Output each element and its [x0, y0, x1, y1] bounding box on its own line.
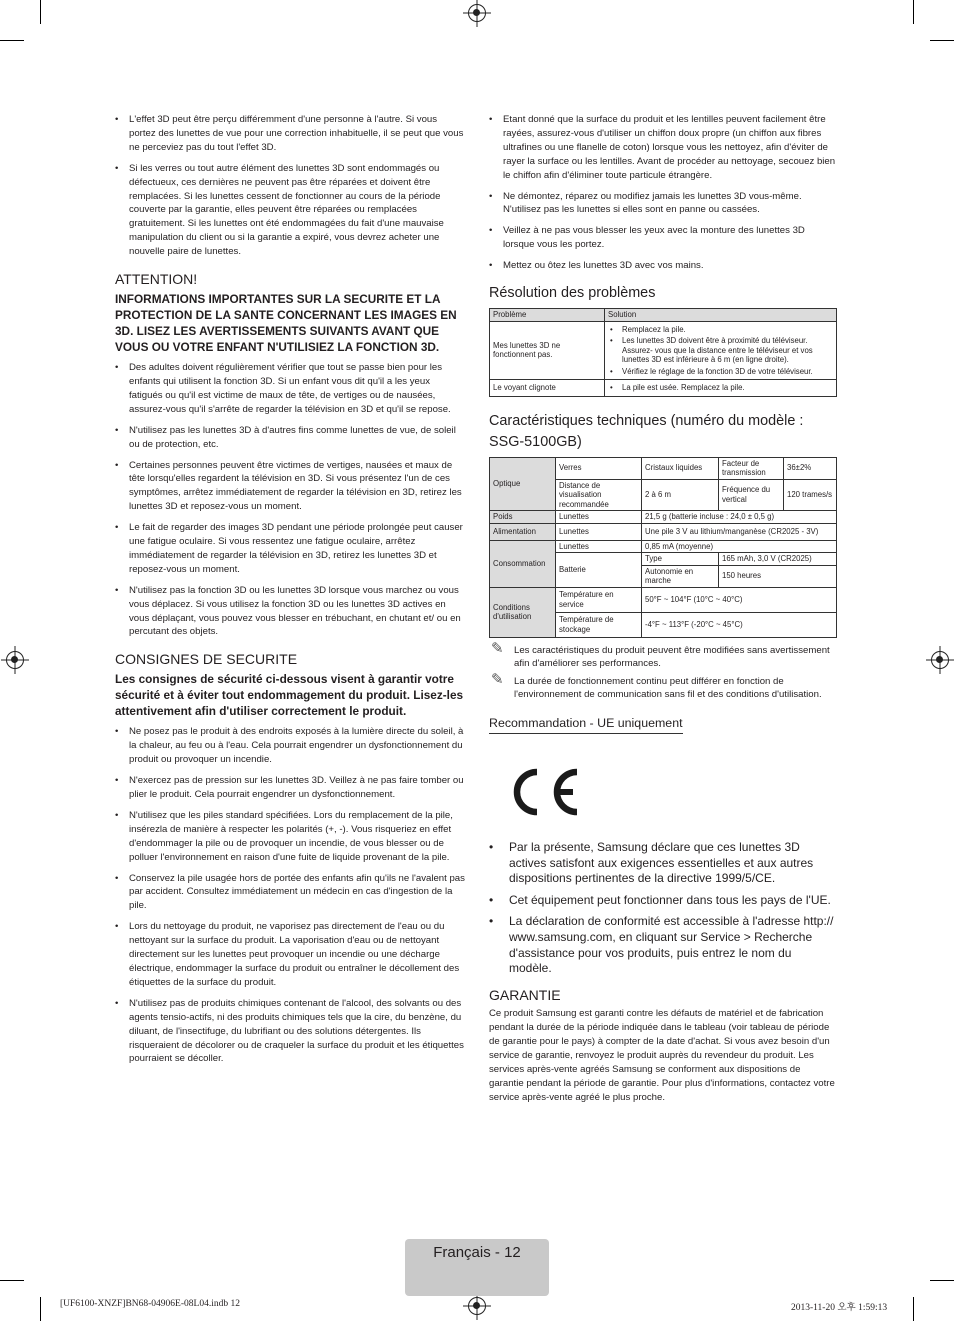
table-cell — [605, 321, 837, 380]
page-label: Français - 12 — [433, 1244, 521, 1261]
list-item: • N'utilisez que les piles standard spécifiées. Lors du remplacement de la pile, insérezla de manière à respecter les polarités (+, -). Vous risqueriez en effet d'endommager la pile ou de provoquer un incendie, de vous blesser ou de polluer l'environnement en raison d'une fuite de liquide provenant de la pile. — [115, 809, 465, 865]
consignes-subheading: Les consignes de sécurité ci-dessous visent à garantir votre sécurité et à éviter tout endommagement du produit. Lisez-les attentivement afin d'utiliser correctement le produit. — [115, 672, 464, 719]
table-cell: 120 trames/s — [784, 479, 837, 511]
table-row — [490, 380, 837, 397]
intro-bullets — [115, 113, 465, 259]
table-cell: Verres — [556, 457, 642, 479]
list-item: • Remplacez la pile. — [608, 325, 833, 335]
table-cell: Le voyant clignote — [490, 380, 605, 397]
table-cell: Fréquence du vertical — [719, 479, 784, 511]
crop-mark — [913, 0, 914, 24]
table-cell: Alimentation — [490, 523, 556, 540]
ce-mark-logo — [505, 766, 837, 826]
page-number-tab — [405, 1239, 549, 1296]
table-cell: Poids — [490, 511, 556, 524]
table-cell: 36±2% — [784, 457, 837, 479]
table-cell: 0,85 mA (moyenne) — [642, 540, 837, 553]
table-row — [490, 457, 837, 479]
list-item: • N'utilisez pas de produits chimiques contenant de l'alcool, des solvants ou des agents tensio-actifs, ni des produits chimiques tels que la cire, du benzène, du diluant, de l'insectifuge, du lubrifiant ou des solutions détergentes. Ils risqueraient de décolorer ou de craqueler la surface du produit et les étiquettes pourraient se décoller. — [115, 997, 465, 1067]
list-item: • Vérifiez le réglage de la fonction 3D de votre téléviseur. — [608, 367, 833, 377]
list-item: • N'utilisez pas la fonction 3D ou les lunettes 3D lorsque vous marchez ou vous vous déplacez. Si vous utilisez la fonction 3D ou les lunettes 3D actives en vous déplaçant, vous pouvez vous blesser en trébuchant, en chutant et/ ou en percutant des objets. — [115, 584, 465, 640]
list-item: • La pile est usée. Remplacez la pile. — [608, 383, 833, 393]
table-row — [490, 540, 837, 553]
table-cell: 21,5 g (batterie incluse : 24,0 ± 0,5 g) — [642, 511, 837, 524]
list-item: • Ne démontez, réparez ou modifiez jamais les lunettes 3D vous-même. N'utilisez pas les lunettes si elles sont en panne ou cassées. — [489, 190, 837, 218]
consignes-heading: CONSIGNES DE SECURITE — [115, 651, 298, 668]
table-cell: Température de stockage — [556, 612, 642, 637]
table-cell: 50°F ~ 104°F (10°C ~ 40°C) — [642, 587, 837, 612]
table-row — [490, 587, 837, 612]
cleaning-bullets — [489, 113, 837, 273]
registration-mark-icon — [468, 1297, 486, 1315]
table-cell: Optique — [490, 457, 556, 511]
list-item: • Si les verres ou tout autre élément des lunettes 3D sont endommagés ou défectueux, ces dernières ne peuvent pas être réparées et doivent être remplacées. Si les lunettes cessent de fonctionner au cours de la période couverte par la garantie, elles peuvent être réparées ou remplacées gratuitement. Si les lunettes ont été endommagées du fait d'une mauvaise manipulation du client ou si la garantie a expiré, vous devrez acheter une nouvelle paire de lunettes. — [115, 162, 465, 259]
crop-mark — [0, 1280, 24, 1281]
garantie-text: Ce produit Samsung est garanti contre les défauts de matériel et de fabrication pendant la durée de la période indiquée dans le tableau (voir tableau de période de garantie pour le pays) à compter de la date d'achat. Si vous avez besoin d'un service de garantie, renvoyez le produit auprès du revendeur du produit. Les services après-vente agréés Samsung se conforment aux dispositions de garantie pendant la période de garantie. Pour plus d'informations, contactez votre service après-vente agréé le plus proche. — [489, 1007, 835, 1103]
list-item: • Certaines personnes peuvent être victimes de vertiges, nausées et maux de tête lorsqu'elles regardent la télévision en 3D. Si vous présentez l'un de ces symptômes, arrêtez immédiatement de regarder la télévision en 3D, retirez les lunettes 3D et reposez-vous un moment. — [115, 459, 465, 515]
list-item: • Par la présente, Samsung déclare que ces lunettes 3D actives satisfont aux exigences essentielles et aux autres dispositions pertinentes de la directive 1999/5/CE. — [489, 840, 837, 887]
table-cell: 150 heures — [719, 565, 837, 587]
crop-mark — [0, 40, 24, 41]
table-header-cell: Solution — [605, 309, 837, 322]
consignes-bullets — [115, 725, 465, 1066]
registration-mark-icon — [6, 651, 24, 669]
note-item: ✎ La durée de fonctionnement continu peut différer en fonction de l'environnement de communication sans fil et des conditions d'utilisation. — [491, 670, 822, 701]
left-column — [115, 113, 465, 1073]
list-item: • Conservez la pile usagée hors de portée des enfants afin qu'ils ne l'avalent pas par accident. Consultez immédiatement un médecin en cas d'ingestion de la pile. — [115, 872, 465, 914]
list-item: • Ne posez pas le produit à des endroits exposés à la lumière directe du soleil, à la chaleur, au feu ou à l'eau. Cela pourrait engendrer un dysfonctionnement du produit ou provoquer un incendie. — [115, 725, 465, 767]
notes — [489, 639, 837, 702]
table-cell: Lunettes — [556, 511, 642, 524]
table-cell — [605, 380, 837, 397]
table-header-row — [490, 309, 837, 322]
table-cell: Mes lunettes 3D ne fonctionnent pas. — [490, 321, 605, 380]
table-cell: Une pile 3 V au lithium/manganèse (CR2025 - 3V) — [642, 523, 837, 540]
list-item: • Les lunettes 3D doivent être à proximité du téléviseur. Assurez- vous que la distance entre le téléviseur et vos lunettes 3D est inférieure à 6 m (en ligne droite). — [608, 336, 833, 365]
list-item: • L'effet 3D peut être perçu différemment d'une personne à l'autre. Si vous portez des lunettes de vue pour une correction inhabituelle, il se peut que vous ne perceviez pas du tout l'effet 3D. — [115, 113, 465, 155]
list-item: • Etant donné que la surface du produit et les lentilles peuvent facilement être rayées, assurez-vous d'utiliser un chiffon doux propre (un chiffon aux fibres ultrafines ou une flanelle de coton) lorsque vous les nettoyez, afin d'éviter de rayer la surface ou les lentilles. Avant de procéder au nettoyage, secouez bien le chiffon afin d'éliminer toute particule étrangère. — [489, 113, 837, 183]
list-item: • Lors du nettoyage du produit, ne vaporisez pas directement de l'eau ou du nettoyant sur la surface du produit. La vaporisation d'eau ou de nettoyant directement sur les lunettes peut provoquer un incendie ou une décharge électrique, endommager la surface du produit ou entraîner le décollement des étiquettes de la surface du produit. — [115, 920, 465, 990]
table-cell: Température en service — [556, 587, 642, 612]
table-cell: Consommation — [490, 540, 556, 587]
file-info: [UF6100-XNZF]BN68-04906E-08L04.indb 12 — [60, 1299, 240, 1309]
table-cell: Facteur de transmission — [719, 457, 784, 479]
specs-table — [489, 457, 837, 638]
table-header-cell: Problème — [490, 309, 605, 322]
crop-mark — [930, 40, 954, 41]
table-row — [490, 523, 837, 540]
right-column — [489, 113, 837, 1105]
registration-mark-icon — [468, 4, 486, 22]
table-cell: 165 mAh, 3,0 V (CR2025) — [719, 553, 837, 566]
table-cell: Batterie — [556, 553, 642, 588]
crop-mark — [913, 1297, 914, 1321]
list-item: • Des adultes doivent régulièrement vérifier que tout se passe bien pour les enfants qui utilisent la fonction 3D. Si un enfant vous dit qu'il a les yeux fatigués ou qu'il est victime de maux de tête, de vertiges ou de nausées, assurez-vous qu'il s'arrête de regarder la télévision en 3D et qu'il se repose. — [115, 361, 465, 417]
table-cell: -4°F ~ 113°F (-20°C ~ 45°C) — [642, 612, 837, 637]
table-cell: Autonomie en marche — [642, 565, 719, 587]
table-cell: Lunettes — [556, 523, 642, 540]
list-item: • Veillez à ne pas vous blesser les yeux avec la monture des lunettes 3D lorsque vous les portez. — [489, 224, 837, 252]
recommandation-heading: Recommandation - UE uniquement — [489, 716, 683, 734]
table-cell: Cristaux liquides — [642, 457, 719, 479]
table-row — [490, 321, 837, 380]
pencil-icon: ✎ — [491, 639, 504, 657]
table-cell: Lunettes — [556, 540, 642, 553]
attention-subheading: INFORMATIONS IMPORTANTES SUR LA SECURITE ET LA PROTECTION DE LA SANTE CONCERNANT LES IMAGES EN 3D. LISEZ LES AVERTISSEMENTS SUIVANTS AVANT QUE VOUS OU VOTRE ENFANT N'UTILISIEZ LA FONCTION 3D. — [115, 292, 457, 355]
list-item: • Mettez ou ôtez les lunettes 3D avec vos mains. — [489, 259, 837, 273]
list-item: • Cet équipement peut fonctionner dans tous les pays de l'UE. — [489, 893, 837, 909]
timestamp: 2013-11-20 오후 1:59:13 — [791, 1303, 888, 1313]
list-item: • N'exercez pas de pression sur les lunettes 3D. Veillez à ne pas faire tomber ou plier le produit. Cela pourrait engendrer un dysfonctionnement. — [115, 774, 465, 802]
table-cell: Conditions d'utilisation — [490, 587, 556, 637]
crop-mark — [40, 0, 41, 24]
troubleshoot-heading: Résolution des problèmes — [489, 285, 656, 302]
pencil-icon: ✎ — [491, 670, 504, 688]
crop-mark — [40, 1297, 41, 1321]
attention-heading: ATTENTION! — [115, 271, 198, 288]
table-cell: Type — [642, 553, 719, 566]
list-item: • La déclaration de conformité est accessible à l'adresse http:// www.samsung.com, en cliquant sur Service > Recherche d'assistance pour vos produits, puis entrez le nom du modèle. — [489, 914, 837, 976]
registration-mark-icon — [931, 651, 949, 669]
attention-bullets — [115, 361, 465, 639]
list-item: • N'utilisez pas les lunettes 3D à d'autres fins comme lunettes de vue, de soleil ou de protection, etc. — [115, 424, 465, 452]
ce-mark-icon — [505, 766, 581, 818]
troubleshoot-table — [489, 308, 837, 397]
note-item: ✎ Les caractéristiques du produit peuvent être modifiées sans avertissement afin d'améliorer ses performances. — [491, 639, 830, 670]
garantie-heading: GARANTIE — [489, 986, 561, 1003]
table-row — [490, 511, 837, 524]
table-cell: Distance de visualisation recommandée — [556, 479, 642, 511]
specs-heading: Caractéristiques techniques (numéro du modèle : SSG-5100GB) — [489, 412, 804, 450]
declaration-bullets — [489, 840, 837, 977]
list-item: • Le fait de regarder des images 3D pendant une période prolongée peut causer une fatigue oculaire. Si vous ressentez une fatigue oculaire, arrêtez immédiatement de regarder la télévision en 3D, retirez les lunettes 3D et reposez-vous un moment. — [115, 521, 465, 577]
crop-mark — [930, 1280, 954, 1281]
table-cell: 2 à 6 m — [642, 479, 719, 511]
